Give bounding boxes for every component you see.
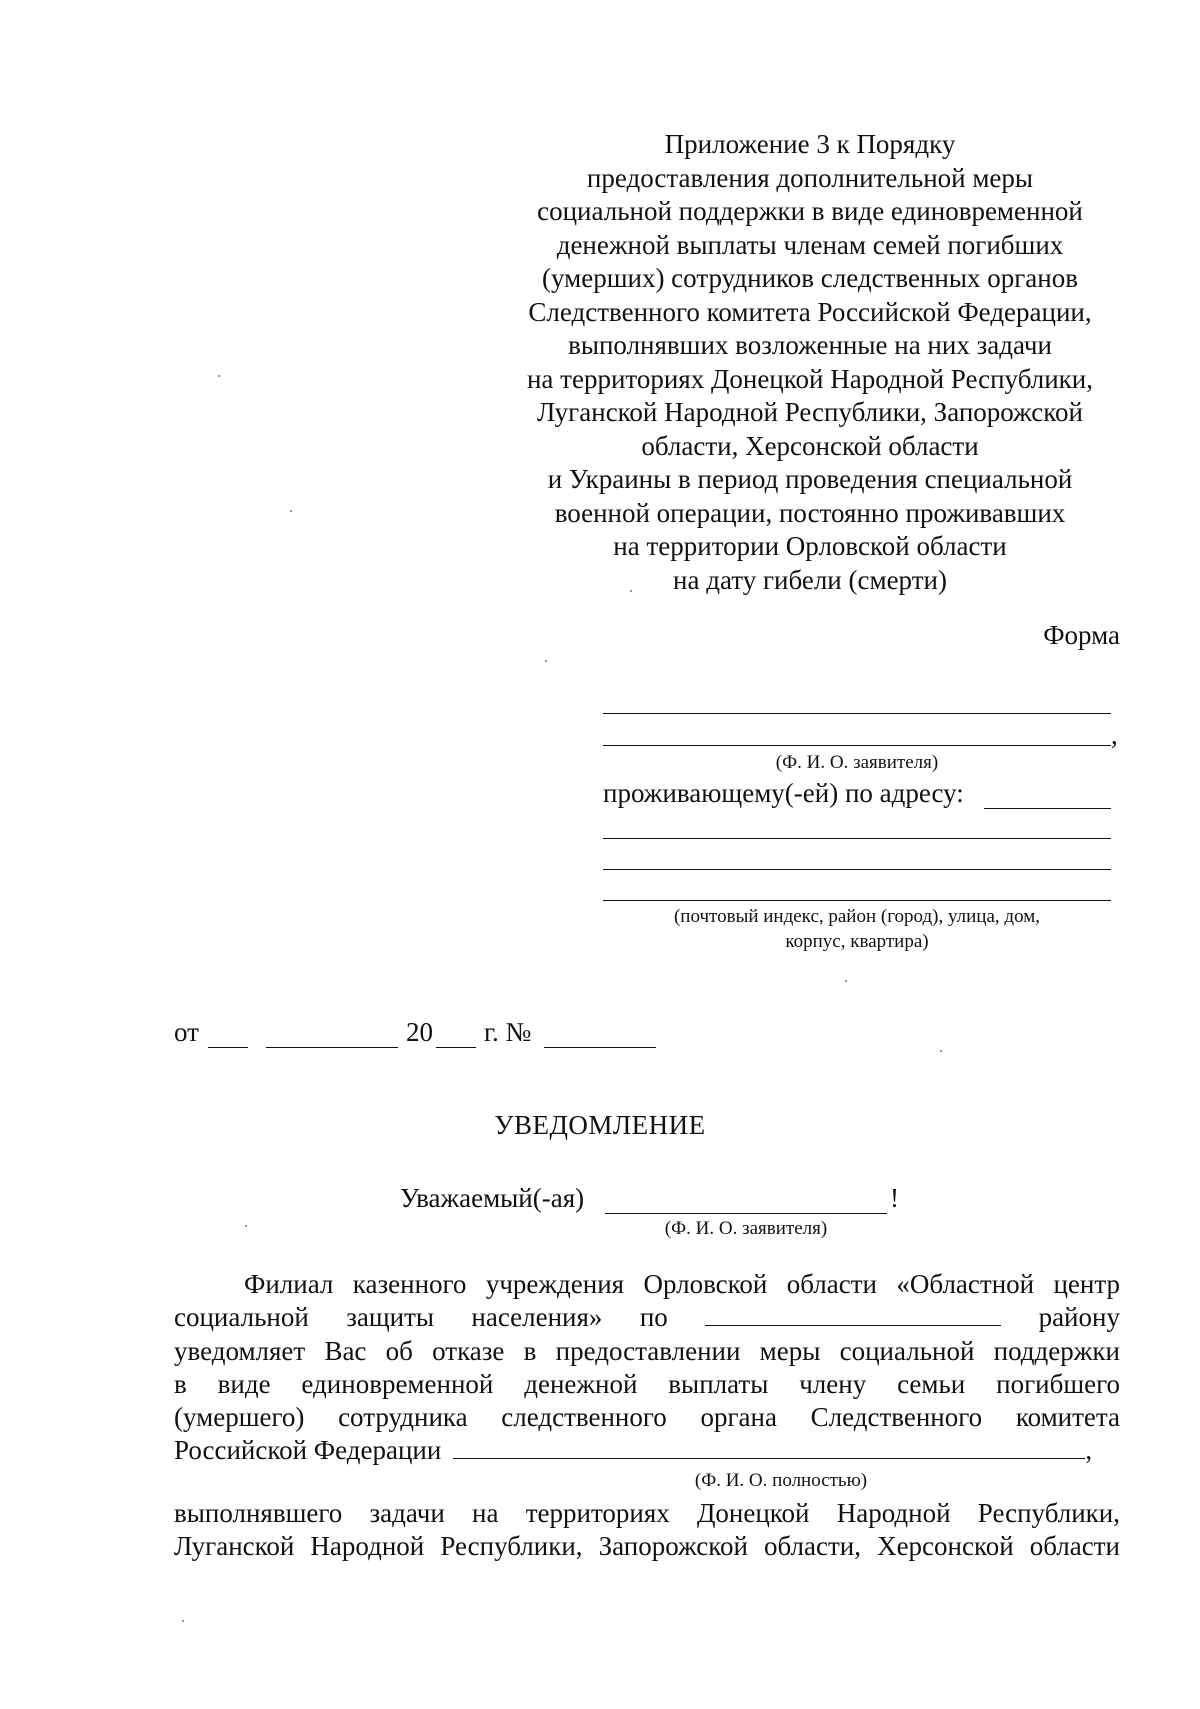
appendix-header: [500, 128, 1120, 597]
scan-speck: [940, 1050, 942, 1052]
greeting-label: Уважаемый(-ая): [400, 1183, 585, 1213]
scan-speck: [545, 660, 547, 662]
document-number-field[interactable]: [544, 1047, 656, 1048]
scan-speck: [845, 980, 847, 982]
date-year-prefix: 20: [406, 1017, 433, 1047]
employee-name-field[interactable]: [453, 1436, 1085, 1459]
header-line: денежной выплаты членам семей погибших: [556, 229, 1064, 260]
address-line-2[interactable]: [603, 838, 1111, 839]
notice-title: УВЕДОМЛЕНИЕ: [494, 1110, 706, 1140]
header-line: Следственного комитета Российской Федерации,: [528, 296, 1092, 327]
header-line: (умерших) сотрудников следственных органов: [542, 263, 1078, 293]
body-line-2: [174, 1301, 1120, 1334]
body-line-6: [174, 1434, 1120, 1467]
scan-speck: [290, 510, 292, 512]
body-word: защиты: [346, 1302, 435, 1333]
applicant-name-line-2[interactable]: [603, 745, 1111, 746]
date-month-field[interactable]: [266, 1047, 398, 1048]
notice-body-continued: [174, 1497, 1120, 1564]
scan-speck: [630, 590, 632, 592]
address-line-3[interactable]: [603, 869, 1111, 870]
address-line-4[interactable]: [603, 900, 1111, 901]
header-line: на территориях Донецкой Народной Республики,: [526, 363, 1093, 394]
body-line: выполнявшего задачи на территориях Донецкой Народной Республики,: [174, 1498, 1120, 1528]
header-line: области, Херсонской области: [641, 430, 979, 461]
number-label: г. №: [484, 1017, 532, 1047]
greeting-exclamation: !: [890, 1183, 899, 1213]
body-line: Луганской Народной Республики, Запорожской области, Херсонской области: [174, 1531, 1120, 1562]
greeting-name-field[interactable]: [605, 1213, 887, 1214]
comma: ,: [1111, 720, 1118, 750]
header-line: предоставления дополнительной меры: [586, 162, 1034, 193]
header-line: на территории Орловской области: [613, 531, 1007, 561]
body-word: по: [639, 1302, 668, 1333]
body-comma: ,: [1085, 1435, 1093, 1466]
address-caption-2: корпус, квартира): [785, 931, 929, 952]
date-year-field[interactable]: [436, 1047, 476, 1048]
body-line: Филиал казенного учреждения Орловской области «Областной центр: [244, 1269, 1120, 1299]
address-line-1[interactable]: [984, 808, 1111, 809]
body-line: уведомляет Вас об отказе в предоставлении меры социальной поддержки: [174, 1335, 1120, 1366]
greeting-name-caption: (Ф. И. О. заявителя): [664, 1218, 828, 1239]
date-day-field[interactable]: [208, 1047, 248, 1048]
header-line: на дату гибели (смерти): [673, 564, 947, 595]
address-label: проживающему(-ей) по адресу:: [603, 778, 964, 808]
address-caption-1: (почтовый индекс, район (город), улица, дом,: [673, 906, 1040, 927]
applicant-name-caption: (Ф. И. О. заявителя): [775, 752, 939, 773]
date-from-label: от: [174, 1017, 199, 1047]
header-line: социальной поддержки в виде единовременной: [537, 196, 1083, 226]
header-line: выполнявших возложенные на них задачи: [568, 330, 1052, 360]
body-word: населения»: [471, 1302, 603, 1333]
header-line: военной операции, постоянно проживавших: [554, 497, 1066, 528]
body-line: в виде единовременной денежной выплаты члену семьи погибшего: [174, 1368, 1120, 1399]
notice-body: [174, 1268, 1120, 1468]
district-field[interactable]: [705, 1303, 1001, 1326]
header-line: Приложение 3 к Порядку: [664, 129, 956, 159]
scan-speck: [218, 375, 220, 377]
scan-speck: [182, 1620, 184, 1622]
body-line: (умершего) сотрудника следственного органа Следственного комитета: [174, 1402, 1120, 1433]
body-word: району: [1038, 1302, 1120, 1333]
header-line: и Украины в период проведения специальной: [547, 464, 1073, 494]
header-line: Луганской Народной Республики, Запорожской: [537, 397, 1083, 427]
body-label: Российской Федерации: [174, 1435, 442, 1466]
form-label: Форма: [1043, 620, 1120, 650]
employee-name-caption: (Ф. И. О. полностью): [694, 1470, 868, 1491]
body-word: социальной: [174, 1302, 309, 1333]
scan-speck: [245, 1225, 247, 1227]
applicant-name-line-1[interactable]: [603, 713, 1111, 714]
